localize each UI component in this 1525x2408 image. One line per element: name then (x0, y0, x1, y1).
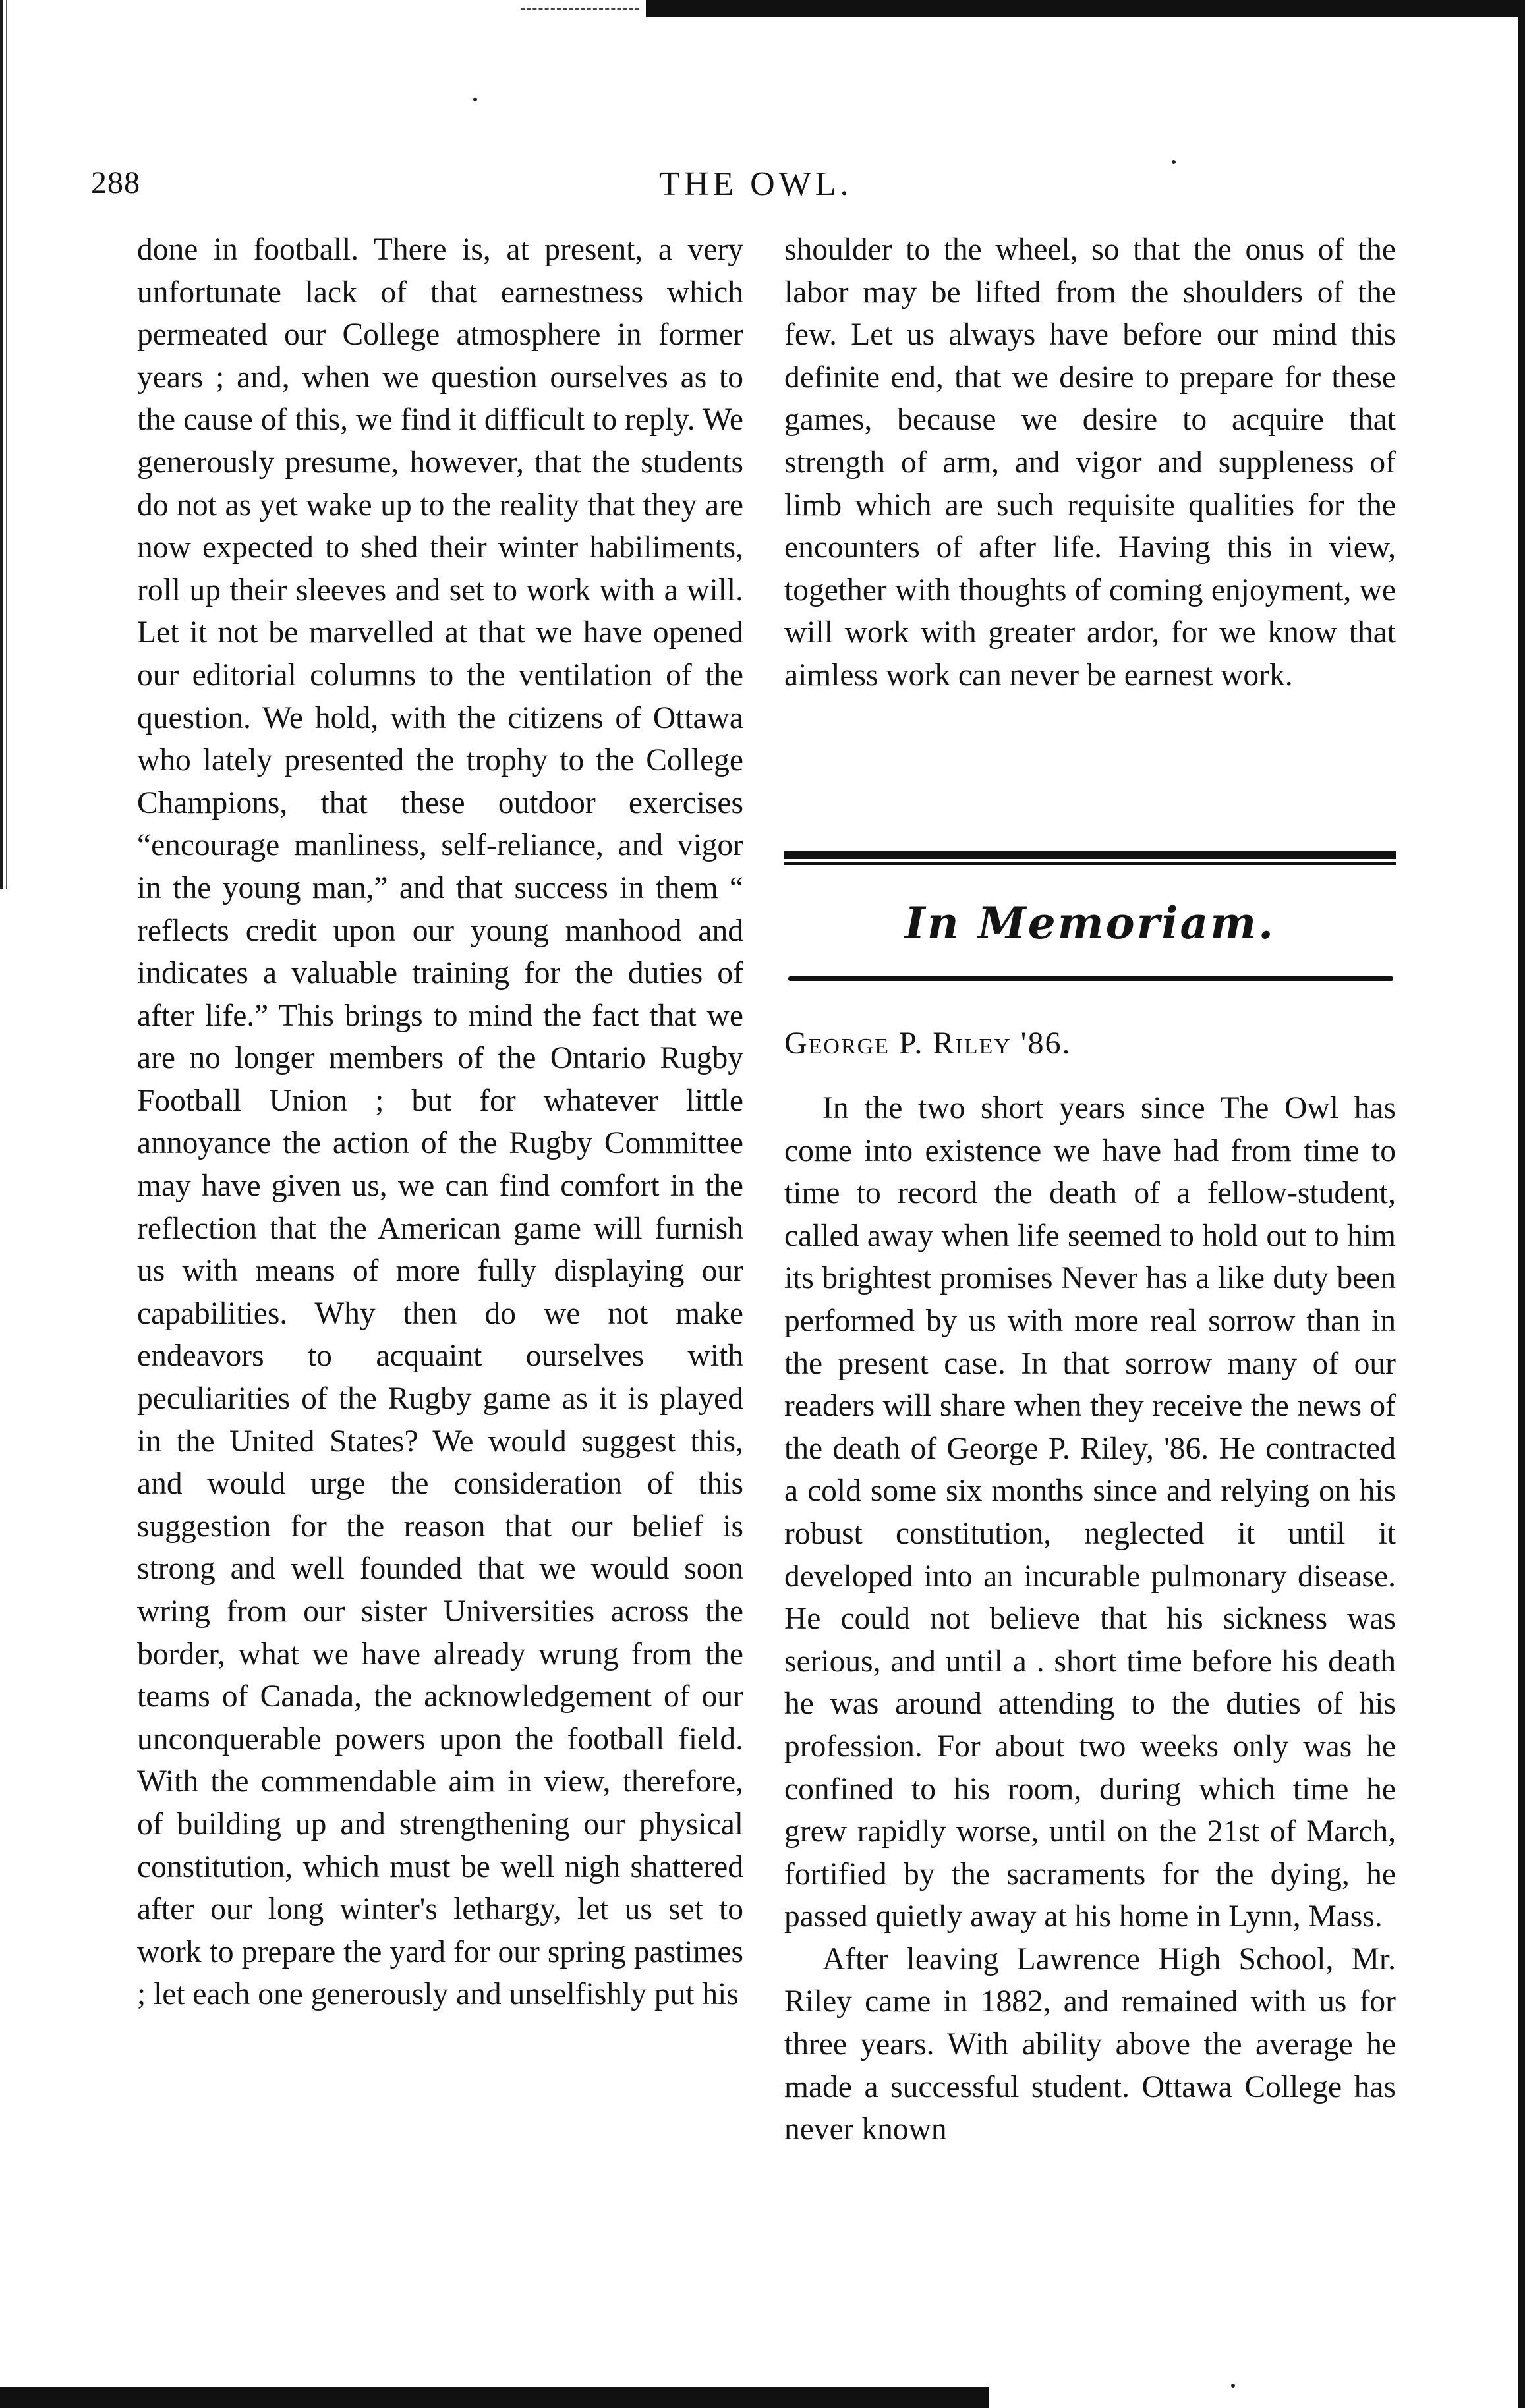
scan-speck (473, 98, 477, 101)
scan-border-top (646, 0, 1525, 17)
running-title: THE OWL. (659, 165, 853, 203)
page-number: 288 (91, 165, 140, 200)
scan-border-top-dash (521, 8, 639, 10)
continuation-text: shoulder to the wheel, so that the onus of the labor may be lifted from the shoulders of the few. Let us always have before our mind this definite end, that we desire to prepare for these games, because we desire to acquire that strength of arm, and vigor and suppleness of limb which are such requisite qualities for the encounters of after life. Having this in view, together with thoughts of coming enjoyment, we will work with greater ardor, for we know that aimless work can never be earnest work. (784, 233, 1396, 692)
scan-speck (1172, 160, 1176, 164)
scan-border-right (1518, 0, 1525, 2408)
section-separator (784, 851, 1396, 865)
scan-border-left (0, 0, 9, 889)
memorial-paragraph: After leaving Lawrence High School, Mr. Riley came in 1882, and remained with us for three years. With ability above the average he made a successful student. Ottawa College has never known (784, 1942, 1396, 2147)
memorial-subheading: George P. Riley '86. (784, 1026, 1072, 1061)
scan-border-bottom (0, 2387, 989, 2408)
memorial-article (784, 1087, 1396, 2151)
right-column-continuation (784, 229, 1396, 697)
separator-thick-rule (784, 851, 1396, 859)
left-column-text: done in football. There is, at present, a very unfortunate lack of that earnestness which permeated our College atmosphere in former years ; and, when we question ourselves as to the cause of this, we find it difficult to reply. We generously presume, however, that the students do not as yet wake up to the reality that they are now expected to shed their winter habiliments, roll up their sleeves and set to work with a will. Let it not be marvelled at that we have opened our editorial columns to the ventilation of the question. We hold, with the citizens of Ottawa who lately presented the trophy to the College Champions, that these outdoor exercises “encourage manliness, self-reliance, and vigor in the young man,” and that success in them “ reflects credit upon our young manhood and indicates a valuable training for the duties of after life.” This brings to mind the fact that we are no longer members of the Ontario Rugby Football Union ; but for whatever little annoyance the action of the Rugby Committee may have given us, we can find comfort in the reflection that the American game will furnish us with means of more fully displaying our capabilities. Why then do we not make endeavors to acquaint ourselves with peculiarities of the Rugby game as it is played in the United States? We would suggest this, and would urge the consideration of this suggestion for the reason that our belief is strong and well founded that we would soon wring from our sister Universities across the border, what we have already wrung from the teams of Canada, the acknowledgement of our unconquerable powers upon the football field. With the commendable aim in view, therefore, of building up and strengthening our physical constitution, which must be well nigh shattered after our long winter's lethargy, let us set to work to prepare the yard for our spring pastimes ; let each one generously and unselfishly put his (137, 233, 743, 2012)
left-column (137, 229, 743, 2016)
heading-underline-rule (788, 976, 1393, 981)
separator-thin-rule (784, 862, 1396, 865)
section-heading-in-memoriam: In Memoriam. (904, 897, 1276, 949)
scan-speck (1231, 2384, 1235, 2388)
memorial-paragraph: In the two short years since The Owl has come into existence we have had from time to time to record the death of a fellow-student, called away when life seemed to hold out to him its brightest promises Never has a like duty been performed by us with more real sorrow than in the present case. In that sorrow many of our readers will share when they receive the news of the death of George P. Riley, '86. He contracted a cold some six months since and relying on his robust constitution, neglected it until it developed into an incurable pulmonary disease. He could not believe that his sickness was serious, and until a . short time before his death he was around attending to the duties of his profession. For about two weeks only was he confined to his room, during which time he grew rapidly worse, until on the 21st of March, fortified by the sacraments for the dying, he passed quietly away at his home in Lynn, Mass. (784, 1091, 1396, 1934)
